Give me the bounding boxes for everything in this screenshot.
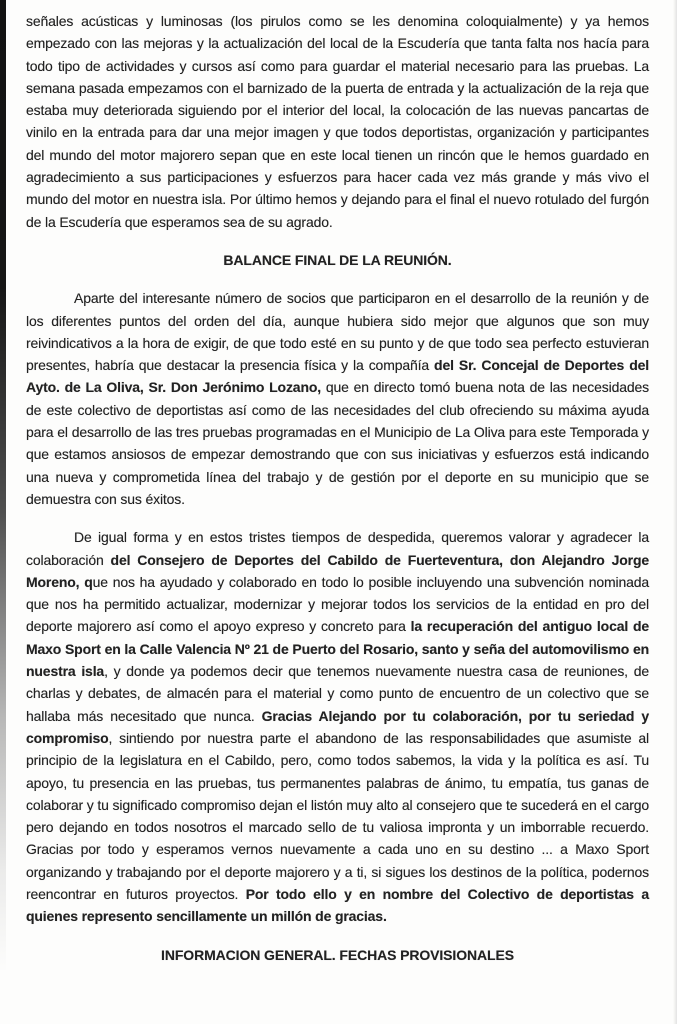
text-run: señales acústicas y luminosas (los pirulos como se les denomina coloquialmente) y ya hemos empezado con las mejoras y la actualización del local de la Escudería que tanta falta nos hacía para todo tipo de actividades y cursos así como para guardar el material necesario para las pruebas. La semana pasada empezamos con el barnizado de la puerta de entrada y la actualización de la reja que estaba muy deteriorada siguiendo por el interior del local, la colocación de las nuevas pancartas de vinilo en la entrada para dar una mejor imagen y que todos deportistas, organización y participantes del mundo del motor majorero sepan que en este local tienen un rincón que le hemos guardado en agradecimiento a sus participaciones y esfuerzos para hacer cada vez más grande y más vivo el mundo del motor en nuestra isla. Por último hemos y dejando para el final el nuevo rotulado del furgón de la Escudería que esperamos sea de su agrado. — [26, 13, 649, 230]
bold-text-run: la recuperación del antiguo local de Maxo Sport en la Calle Valencia Nº 21 de Puerto del Rosario, santo y seña del automovilismo en nuestra isla — [26, 618, 649, 680]
scan-edge-shadow-left — [0, 0, 6, 1024]
bold-text-run: Por todo ello y en nombre del Colectivo de deportistas a quienes represento sencillamente un millón de gracias. — [26, 885, 649, 925]
text-run: ue nos ha ayudado y colaborado en todo lo posible incluyendo una subvención nominada que nos ha permitido actualizar, modernizar y mejorar todos los servicios de la entidad en pro del deporte majorero así como el apoyo expreso y concreto para — [26, 573, 649, 635]
text-run: Aparte del interesante número de socios que participaron en el desarrollo de la reunión y de los diferentes puntos del orden del día, aunque hubiera sido mejor que algunos que son muy reivindicativos a la hora de exigir, de que todo esté en su punto y de que todo sea perfecto estuvieran presentes, habría que destacar la presencia física y la compañía — [26, 290, 649, 374]
paragraph — [26, 526, 649, 927]
section-heading: INFORMACION GENERAL. FECHAS PROVISIONALES — [161, 946, 514, 963]
text-run: De igual forma y en estos tristes tiempos de despedida, queremos valorar y agradecer la colaboración — [26, 529, 649, 568]
bold-text-run: Gracias Alejando por tu colaboración, por tu seriedad y compromiso — [26, 707, 650, 746]
text-run: , y donde ya podemos decir que tenemos nuevamente nuestra casa de reuniones, de charlas y debates, de almacén para el material y como punto de encuentro de un colectivo que se hallaba más necesitado que nunca. — [26, 663, 649, 724]
bold-text-run: del Consejero de Deportes del Cabildo de Fuerteventura, don Alejandro Jorge Moreno, q — [26, 551, 650, 590]
document-body — [26, 10, 649, 966]
section-heading: BALANCE FINAL DE LA REUNIÓN. — [223, 251, 452, 268]
scan-edge-shadow-right — [673, 0, 677, 1024]
text-run: , sintiendo por nuestra parte el abandono de las responsabilidades que asumiste al principio de la legislatura en el Cabildo, pero, como todos sabemos, la vida y la política es así. Tu apoyo, tu presencia en las pruebas, tus permanentes palabras de ánimo, tu empatía, tus ganas de colaborar y tu significado compromiso dejan el listón muy alto al consejero que te sucederá en el cargo pero dejando en todos nosotros el marcado sello de tu valiosa impronta y un imborrable recuerdo. Gracias por todo y esperamos vernos nuevamente a cada uno en su destino ... a Maxo Sport organizando y trabajando por el deporte majorero y a ti, si sigues los destinos de la política, podernos reencontrar en futuros proyectos. — [26, 729, 649, 902]
text-run: que en directo tomó buena nota de las necesidades de este colectivo de deportistas así como de las necesidades del club ofreciendo su máxima ayuda para el desarrollo de las tres pruebas programadas en el Municipio de La Oliva para este Temporada y que estamos ansiosos de empezar demostrando que con sus iniciativas y esfuerzos está indicando una nueva y comprometida línea del trabajo y de gestión por el deporte en su municipio que se demuestra con sus éxitos. — [26, 379, 649, 507]
bold-text-run: del Sr. Concejal de Deportes del Ayto. de La Oliva, Sr. Don Jerónimo Lozano, — [26, 357, 649, 396]
paragraph — [26, 287, 649, 510]
paragraph — [26, 10, 649, 233]
